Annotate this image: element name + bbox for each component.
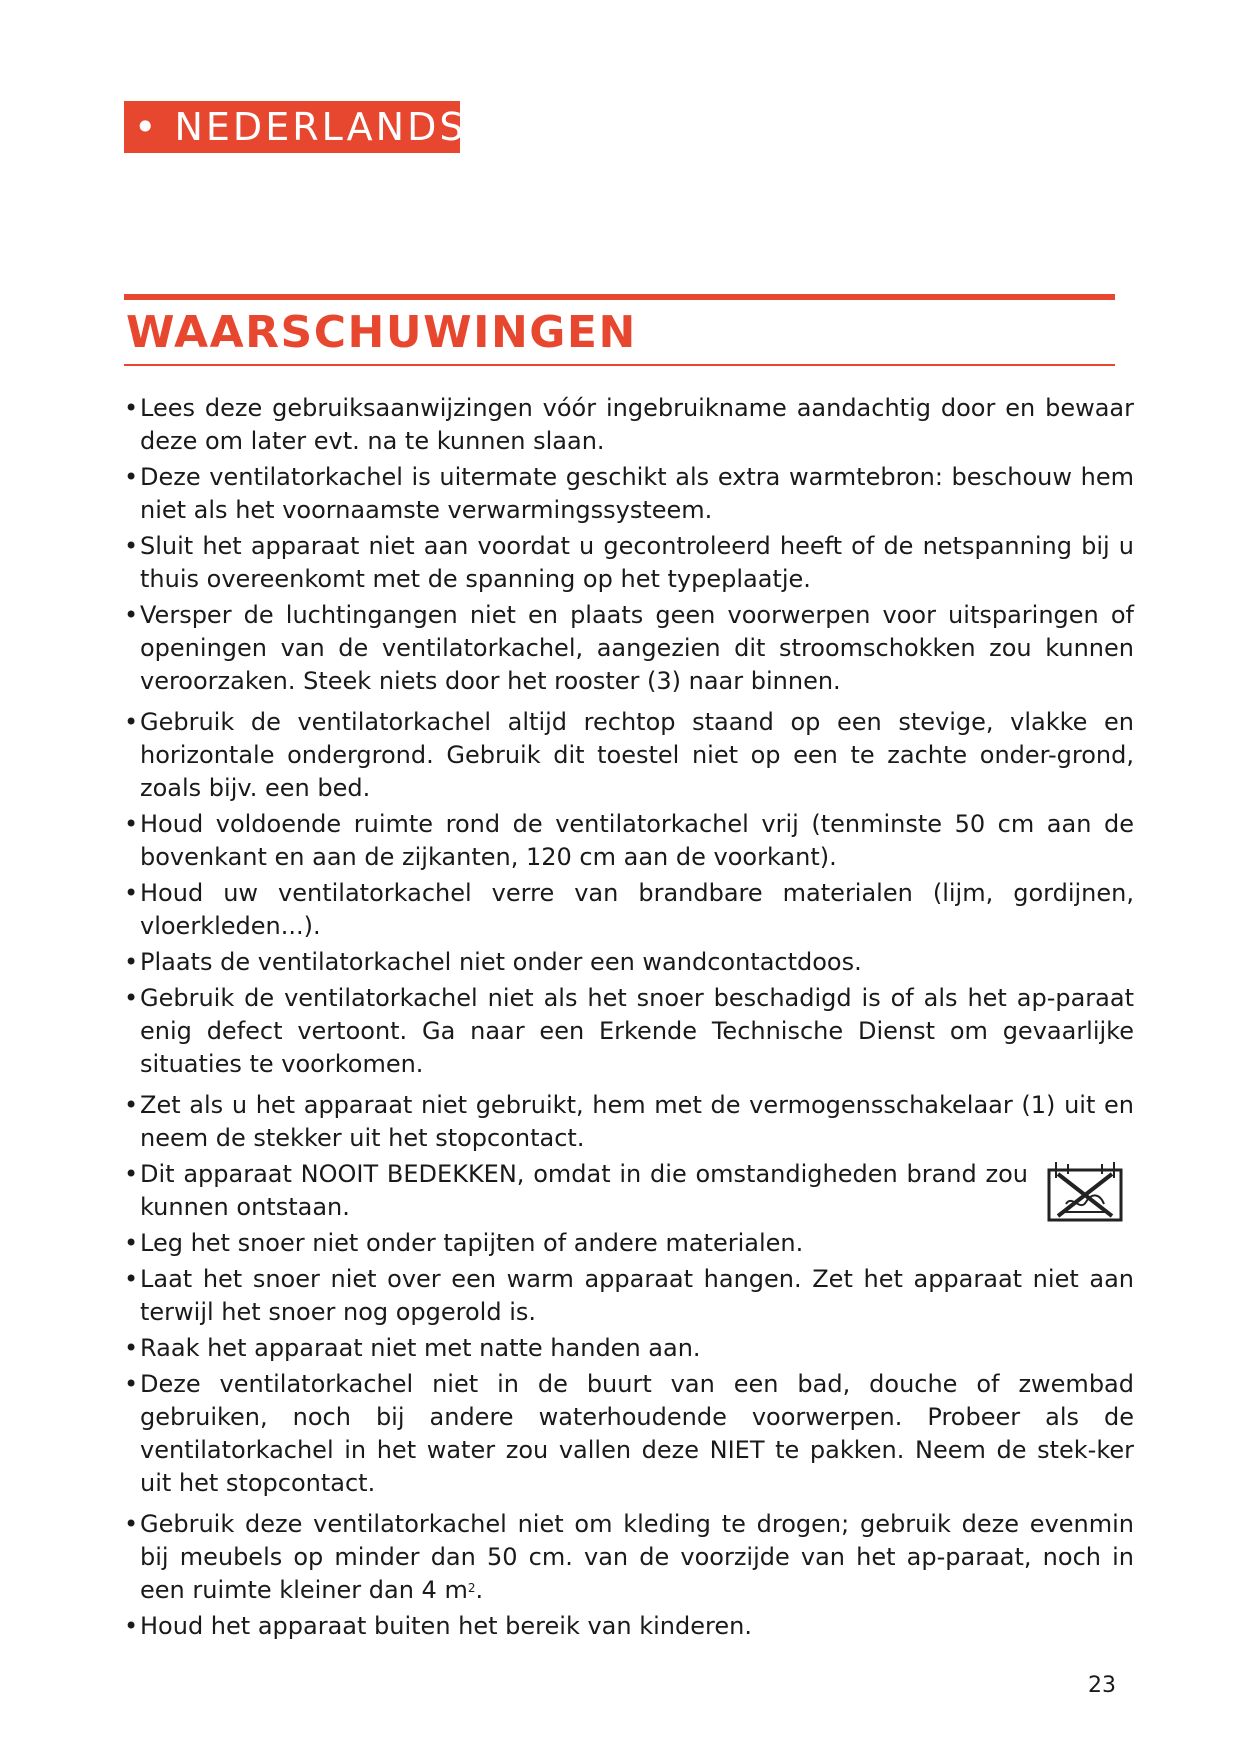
list-item <box>124 1508 1134 1607</box>
list-item <box>124 706 1134 805</box>
section-top-rule <box>124 294 1115 300</box>
list-item <box>124 1610 1134 1643</box>
list-item <box>124 808 1134 874</box>
bullet: • <box>124 601 139 629</box>
bullet: • <box>124 1265 139 1293</box>
warning-text: Sluit het apparaat niet aan voordat u gecontroleerd heeft of de netspanning bij u thuis overeenkomt met de spanning op het typeplaatje. <box>140 532 1134 593</box>
warning-text <box>140 1508 1134 1607</box>
warning-text: Laat het snoer niet over een warm apparaat hangen. Zet het apparaat niet aan terwijl het snoer nog opgerold is. <box>140 1265 1134 1326</box>
warning-text: Deze ventilatorkachel niet in de buurt van een bad, douche of zwembad gebruiken, noch bij andere waterhoudende voorwerpen. Probeer als de ventilatorkachel in het water zou vallen deze NIET te pakken. Neem de stek-ker uit het stopcontact. <box>140 1370 1134 1497</box>
list-item <box>124 1368 1134 1500</box>
bullet: • <box>124 463 139 491</box>
warning-text-body: Gebruik deze ventilatorkachel niet om kleding te drogen; gebruik deze evenmin bij meubels op minder dan 50 cm. van de voorzijde van het ap-paraat, noch in een ruimte kleiner dan 4 m <box>140 1510 1134 1604</box>
list-item <box>124 1089 1134 1155</box>
bullet: • <box>124 984 139 1012</box>
warning-text: Houd voldoende ruimte rond de ventilatorkachel vrij (tenminste 50 cm aan de bovenkant en aan de zijkanten, 120 cm aan de voorkant). <box>140 810 1134 871</box>
warning-text: Houd het apparaat buiten het bereik van kinderen. <box>140 1612 752 1640</box>
language-badge: • NEDERLANDS <box>124 101 460 153</box>
warning-text: Raak het apparaat niet met natte handen aan. <box>140 1334 701 1362</box>
bullet: • <box>124 708 139 736</box>
page-number: 23 <box>1088 1673 1116 1698</box>
do-not-cover-icon <box>1046 1160 1124 1224</box>
section-bottom-rule <box>124 364 1115 366</box>
bullet: • <box>124 1160 139 1188</box>
list-item <box>124 461 1134 527</box>
bullet: • <box>124 394 139 422</box>
warning-text: Houd uw ventilatorkachel verre van brandbare materialen (lijm, gordijnen, vloerkleden...). <box>140 879 1134 940</box>
warning-text: Dit apparaat NOOIT BEDEKKEN, omdat in die omstandigheden brand zou kunnen ontstaan. <box>140 1160 1028 1221</box>
bullet: • <box>124 1370 139 1398</box>
superscript-two: 2 <box>467 1581 476 1595</box>
bullet: • <box>124 532 139 560</box>
bullet: • <box>124 879 139 907</box>
bullet: • <box>124 810 139 838</box>
warning-text: Deze ventilatorkachel is uitermate geschikt als extra warmtebron: beschouw hem niet als het voornaamste verwarmingssysteem. <box>140 463 1134 524</box>
bullet: • <box>124 1229 139 1257</box>
bullet: • <box>124 1091 139 1119</box>
list-item <box>124 877 1134 943</box>
warning-text: Zet als u het apparaat niet gebruikt, hem met de vermogensschakelaar (1) uit en neem de stekker uit het stopcontact. <box>140 1091 1134 1152</box>
list-item <box>124 1227 1134 1260</box>
warning-text: Leg het snoer niet onder tapijten of andere materialen. <box>140 1229 804 1257</box>
list-item <box>124 1158 1134 1224</box>
list-item <box>124 982 1134 1081</box>
section-title: WAARSCHUWINGEN <box>126 307 637 358</box>
bullet: • <box>124 948 139 976</box>
list-item <box>124 1263 1134 1329</box>
warning-text: Gebruik de ventilatorkachel niet als het snoer beschadigd is of als het ap-paraat enig defect vertoont. Ga naar een Erkende Technische Dienst om gevaarlijke situaties te voorkomen. <box>140 984 1134 1078</box>
list-item <box>124 599 1134 698</box>
warning-text: Lees deze gebruiksaanwijzingen vóór ingebruikname aandachtig door en bewaar deze om later evt. na te kunnen slaan. <box>140 394 1134 455</box>
list-item <box>124 530 1134 596</box>
bullet: • <box>124 1612 139 1640</box>
warning-text: Plaats de ventilatorkachel niet onder een wandcontactdoos. <box>140 948 862 976</box>
bullet: • <box>124 1510 139 1538</box>
sentence-end: . <box>475 1576 484 1604</box>
list-item <box>124 946 1134 979</box>
warnings-list <box>124 392 1134 1646</box>
bullet: • <box>124 1334 139 1362</box>
list-item <box>124 1332 1134 1365</box>
warning-text: Gebruik de ventilatorkachel altijd rechtop staand op een stevige, vlakke en horizontale ondergrond. Gebruik dit toestel niet op een te zachte onder-grond, zoals bijv. een bed. <box>140 708 1134 802</box>
warning-text: Versper de luchtingangen niet en plaats geen voorwerpen voor uitsparingen of openingen van de ventilatorkachel, aangezien dit stroomschokken zou kunnen veroorzaken. Steek niets door het rooster (3) naar binnen. <box>140 601 1134 695</box>
list-item <box>124 392 1134 458</box>
